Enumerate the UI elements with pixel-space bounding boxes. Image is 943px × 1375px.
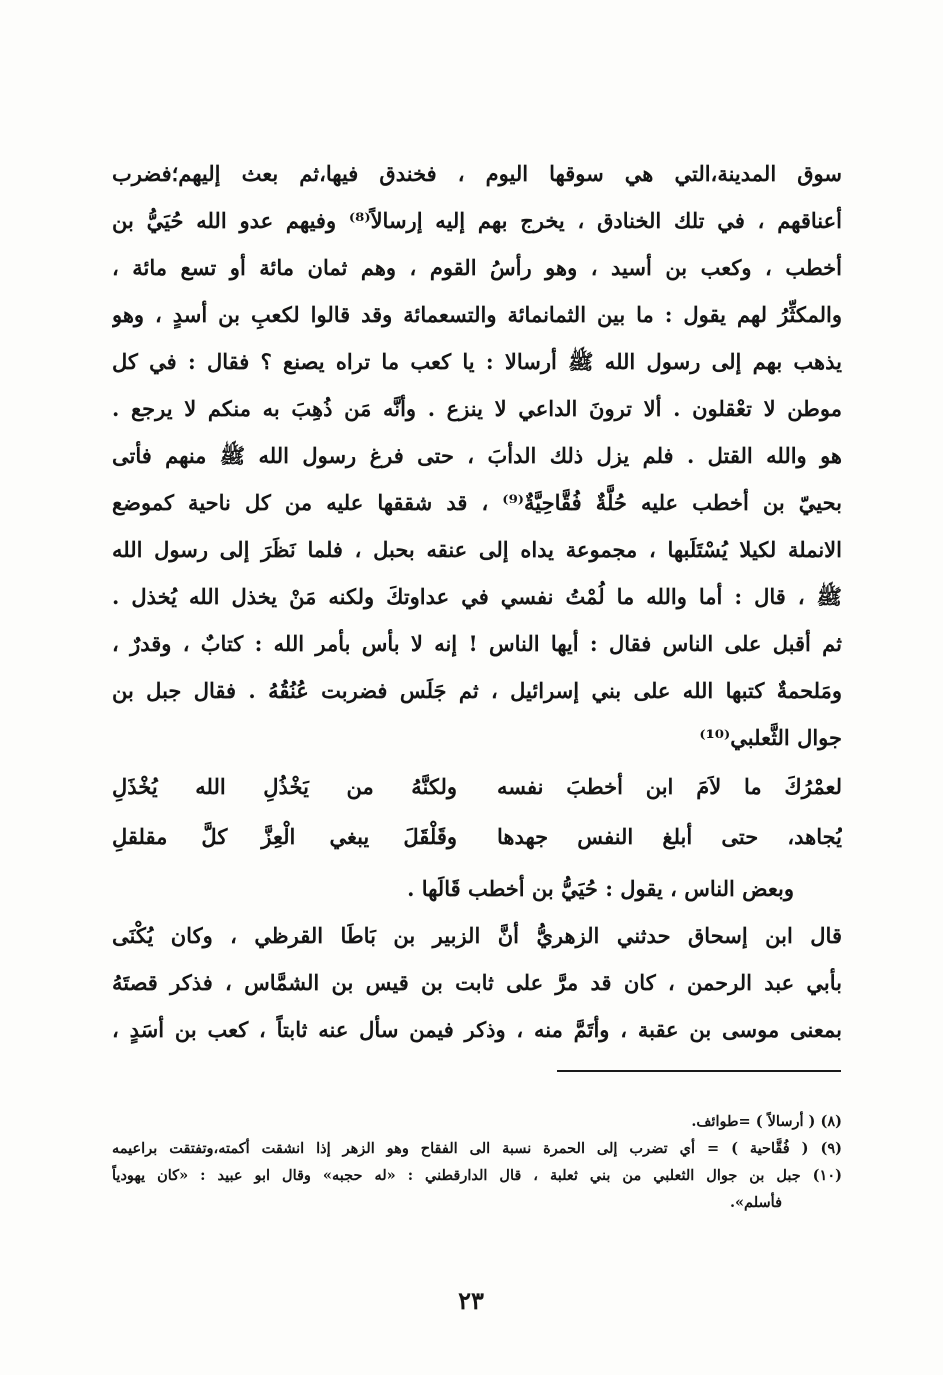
verse-first-hemistich: لعمْرُكَ ما لاَمَ ابن أخطبَ نفسه: [497, 774, 842, 799]
text-line: أخطب ، وكعب بن أسيد ، وهو رأسُ القوم ، وهم ثمان مائة أو تسع مائة ،: [112, 255, 842, 280]
footnote-continuation: فأسلم».: [729, 1194, 782, 1211]
text-line: سوق المدينة،التي هي سوقها اليوم ، فخندق فيها،ثم بعث إليهم؛فضرب: [112, 161, 842, 186]
text-line: ثم أقبل على الناس فقال : أيها الناس ! إنه لا بأس بأمر الله : كتابٌ ، وقدرٌ ،: [112, 631, 842, 656]
verse-second-hemistich: وقَلْقَلَ يبغي الْعِزَّ كلَّ مقلقلِ: [112, 824, 457, 849]
poem-verses: [112, 762, 842, 862]
verse-first-hemistich: يُجاهد، حتى أبلغ النفس جهدها: [497, 824, 842, 849]
footnote: (٩) ( فُقَّاحية ) = أي تضرب إلى الحمرة نسبة الى الفقاح وهو الزهر إذا انشقت أكمته،وتفتقت براعيمه: [112, 1140, 842, 1157]
text-line: جوال الثَّعلبي⁽¹⁰⁾: [699, 725, 842, 750]
footnote-divider: [557, 1070, 841, 1072]
text-line: قال ابن إسحاق حدثني الزهريُّ أنَّ الزبير بن بَاطَا القرظي ، وكان يُكْنَى: [112, 923, 842, 948]
text-line: وبعض الناس ، يقول : حُيَيُّ بن أخطب قَالَها .: [407, 876, 794, 901]
text-line: والمكثِّرُ لهم يقول : ما بين الثمانمائة والتسعمائة وقد قالوا لكعبِ بن أسدٍ ، وهو: [112, 302, 842, 327]
text-line: يذهب بهم إلى رسول الله ﷺ أرسالا : يا كعب ما تراه يصنع ؟ فقال : في كل: [112, 349, 842, 374]
page-number: ٢٣: [458, 1286, 484, 1315]
footnote: (١٠) جبل بن جوال الثعلبي من بني ثعلبة ، قال الدارقطني : «له حجبه» وقال ابو عبيد : «كان يهودياً: [112, 1167, 842, 1184]
verse-second-hemistich: ولكنَّهُ من يَخْذُلِ الله يُخْذَلِ: [112, 774, 457, 799]
text-line: بأبي عبد الرحمن ، كان قد مرَّ على ثابت بن قيس بن الشمَّاس ، فذكر قصتَهُ: [112, 970, 842, 995]
continuation-text-block: [112, 865, 842, 1053]
main-text-block: [112, 150, 842, 761]
text-line: الانملة لكيلا يُسْتَلَبها ، مجموعة يداه إلى عنقه بحبل ، فلما نَظَرَ إلى رسول الله: [112, 537, 842, 562]
text-line: أعناقهم ، في تلك الخنادق ، يخرج بهم إليه إرسالاً⁽⁸⁾ وفيهم عدو الله حُيَيُّ بن: [112, 208, 842, 233]
poem-verse: [112, 812, 842, 862]
footnotes: [112, 1108, 842, 1216]
poem-verse: [112, 762, 842, 812]
text-line: ومَلحمةٌ كتبها الله على بني إسرائيل ، ثم جَلَس فضربت عُنُقُهُ . فقال جبل بن: [112, 678, 842, 703]
footnote: (٨) ( أرسالاً ) =طوائف.: [691, 1113, 842, 1130]
text-line: بمعنى موسى بن عقبة ، وأتَمَّ منه ، وذكر فيمن سأل عنه ثابتاً ، كعب بن أسَدٍ ،: [112, 1017, 842, 1042]
text-line: بحييّ بن أخطب عليه حُلَّةٌ فُقَّاحِيَّةٌ⁽⁹⁾ ، قد شققها عليه من كل ناحية كموضع: [112, 490, 842, 515]
text-line: هو والله القتل . فلم يزل ذلك الدأبَ ، حتى فرغ رسول الله ﷺ منهم فأتى: [112, 443, 842, 468]
text-line: ﷺ ، قال : أما والله ما لُمْتُ نفسي في عداوتكَ ولكنه مَنْ يخذل الله يُخذل .: [112, 584, 842, 609]
text-line: موطن لا تعْقلون . ألا ترونَ الداعي لا ينزع . وأنَّه مَن ذُهِبَ به منكم لا يرجع .: [112, 396, 842, 421]
